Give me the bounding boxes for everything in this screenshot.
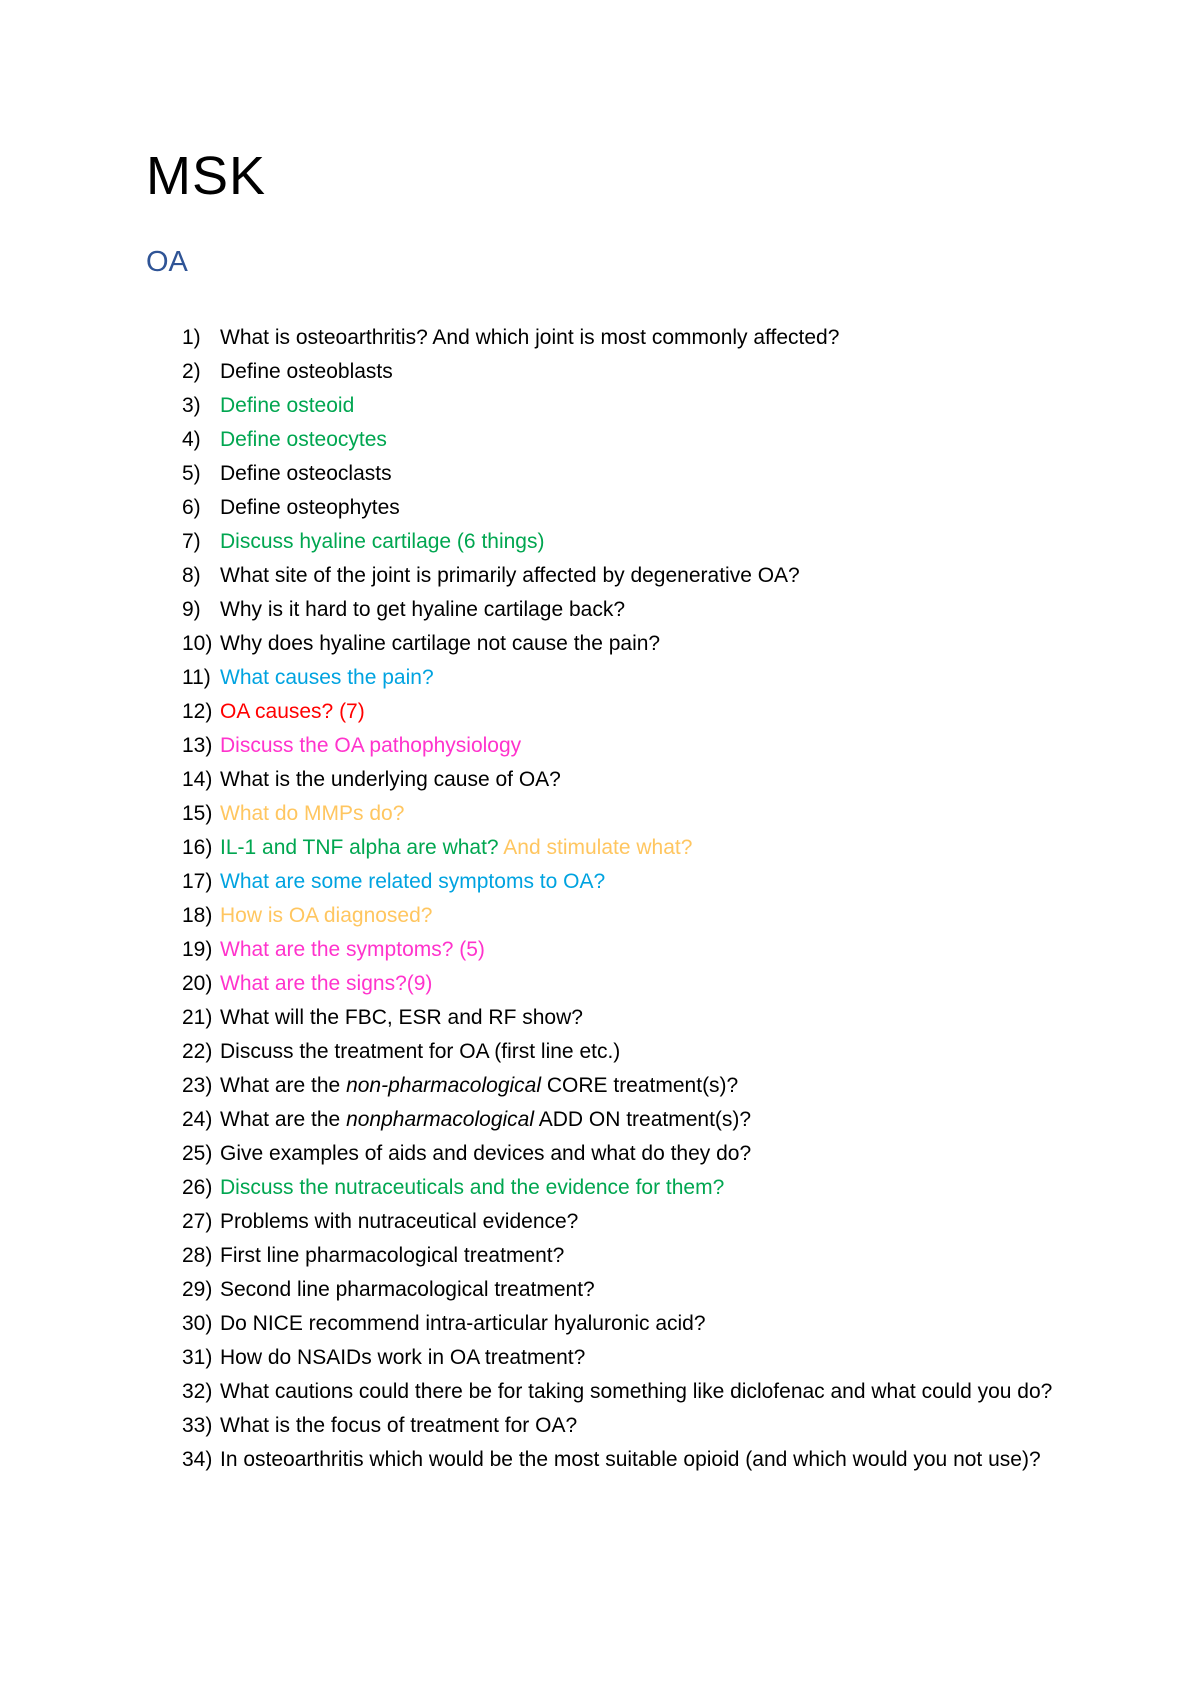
question-text: What will the FBC, ESR and RF show?: [220, 1006, 583, 1029]
question-text: What are the signs?(9): [220, 972, 433, 995]
question-item: [0, 1307, 1200, 1341]
question-number: 8): [182, 564, 201, 587]
question-number: 16): [182, 836, 213, 859]
question-text: What are the: [220, 1108, 347, 1131]
question-item: [0, 1205, 1200, 1239]
question-text: ADD ON treatment(s)?: [534, 1108, 752, 1131]
question-item: [0, 1409, 1200, 1443]
question-number: 14): [182, 768, 213, 791]
question-number: 15): [182, 802, 213, 825]
question-text: What are the symptoms? (5): [220, 938, 485, 961]
question-text: Define osteoblasts: [220, 360, 393, 383]
question-number: 7): [182, 530, 201, 553]
question-item: [0, 627, 1200, 661]
question-text: non-pharmacological: [346, 1074, 542, 1097]
question-item: [0, 1035, 1200, 1069]
question-item: [0, 1443, 1200, 1477]
question-text: Discuss the nutraceuticals and the evidence for them?: [220, 1176, 725, 1199]
question-item: [0, 1103, 1200, 1137]
question-text: What causes the pain?: [220, 666, 434, 689]
question-item: [0, 865, 1200, 899]
question-item: [0, 1375, 1200, 1409]
question-text: nonpharmacological: [346, 1108, 535, 1131]
question-number: 3): [182, 394, 201, 417]
question-item: [0, 1341, 1200, 1375]
question-number: 19): [182, 938, 213, 961]
question-text: Problems with nutraceutical evidence?: [220, 1210, 579, 1233]
question-number: 10): [182, 632, 213, 655]
question-item: [0, 661, 1200, 695]
question-text: Define osteoclasts: [220, 462, 392, 485]
question-number: 24): [182, 1108, 213, 1131]
question-text: Discuss the OA pathophysiology: [220, 734, 522, 757]
question-item: [0, 423, 1200, 457]
question-text: What is the focus of treatment for OA?: [220, 1414, 578, 1437]
question-item: [0, 1137, 1200, 1171]
question-number: 29): [182, 1278, 213, 1301]
question-item: [0, 1069, 1200, 1103]
question-item: [0, 831, 1200, 865]
question-item: [0, 593, 1200, 627]
question-item: [0, 491, 1200, 525]
question-item: [0, 1171, 1200, 1205]
question-text: Why does hyaline cartilage not cause the pain?: [220, 632, 661, 655]
question-item: [0, 559, 1200, 593]
question-text: How do NSAIDs work in OA treatment?: [220, 1346, 586, 1369]
question-text: OA causes? (7): [220, 700, 365, 723]
question-item: [0, 695, 1200, 729]
question-item: [0, 321, 1200, 355]
question-text: In osteoarthritis which would be the most suitable opioid (and which would you not use)?: [220, 1448, 1041, 1471]
question-text: What do MMPs do?: [220, 802, 405, 825]
question-number: 33): [182, 1414, 213, 1437]
question-text: Discuss hyaline cartilage (6 things): [220, 530, 545, 553]
question-text: Give examples of aids and devices and what do they do?: [220, 1142, 752, 1165]
question-number: 30): [182, 1312, 213, 1335]
question-number: 13): [182, 734, 213, 757]
question-item: [0, 1273, 1200, 1307]
question-item: [0, 797, 1200, 831]
question-text: CORE treatment(s)?: [541, 1074, 739, 1097]
page-title: MSK: [146, 146, 267, 206]
question-number: 23): [182, 1074, 213, 1097]
question-text: What is osteoarthritis? And which joint is most commonly affected?: [220, 326, 840, 349]
question-text: And stimulate what?: [503, 836, 693, 859]
question-number: 4): [182, 428, 201, 451]
question-number: 12): [182, 700, 213, 723]
question-number: 9): [182, 598, 201, 621]
question-number: 34): [182, 1448, 213, 1471]
question-number: 20): [182, 972, 213, 995]
question-number: 27): [182, 1210, 213, 1233]
question-item: [0, 763, 1200, 797]
question-text: How is OA diagnosed?: [220, 904, 433, 927]
section-heading: OA: [146, 246, 188, 278]
question-text: Why is it hard to get hyaline cartilage back?: [220, 598, 626, 621]
question-number: 17): [182, 870, 213, 893]
question-item: [0, 1239, 1200, 1273]
question-item: [0, 525, 1200, 559]
question-number: 5): [182, 462, 201, 485]
question-number: 31): [182, 1346, 213, 1369]
question-item: [0, 933, 1200, 967]
question-item: [0, 355, 1200, 389]
question-number: 1): [182, 326, 201, 349]
question-number: 6): [182, 496, 201, 519]
question-text: What cautions could there be for taking something like diclofenac and what could you do?: [220, 1380, 1053, 1403]
question-number: 25): [182, 1142, 213, 1165]
question-item: [0, 457, 1200, 491]
question-list: [0, 321, 1200, 1477]
question-number: 28): [182, 1244, 213, 1267]
question-text: Second line pharmacological treatment?: [220, 1278, 595, 1301]
question-item: [0, 1001, 1200, 1035]
question-text: IL-1 and TNF alpha are what?: [220, 836, 504, 859]
question-text: Do NICE recommend intra-articular hyaluronic acid?: [220, 1312, 706, 1335]
question-number: 11): [182, 666, 211, 689]
question-number: 18): [182, 904, 213, 927]
question-item: [0, 389, 1200, 423]
question-text: Discuss the treatment for OA (first line etc.): [220, 1040, 621, 1063]
question-number: 22): [182, 1040, 213, 1063]
question-text: What is the underlying cause of OA?: [220, 768, 561, 791]
question-item: [0, 899, 1200, 933]
question-item: [0, 729, 1200, 763]
question-number: 21): [182, 1006, 213, 1029]
question-text: Define osteophytes: [220, 496, 400, 519]
question-item: [0, 967, 1200, 1001]
question-text: Define osteoid: [220, 394, 355, 417]
question-text: What site of the joint is primarily affected by degenerative OA?: [220, 564, 800, 587]
question-text: What are some related symptoms to OA?: [220, 870, 606, 893]
question-text: First line pharmacological treatment?: [220, 1244, 565, 1267]
question-number: 32): [182, 1380, 213, 1403]
question-text: Define osteocytes: [220, 428, 387, 451]
question-number: 26): [182, 1176, 213, 1199]
question-number: 2): [182, 360, 201, 383]
question-text: What are the: [220, 1074, 347, 1097]
